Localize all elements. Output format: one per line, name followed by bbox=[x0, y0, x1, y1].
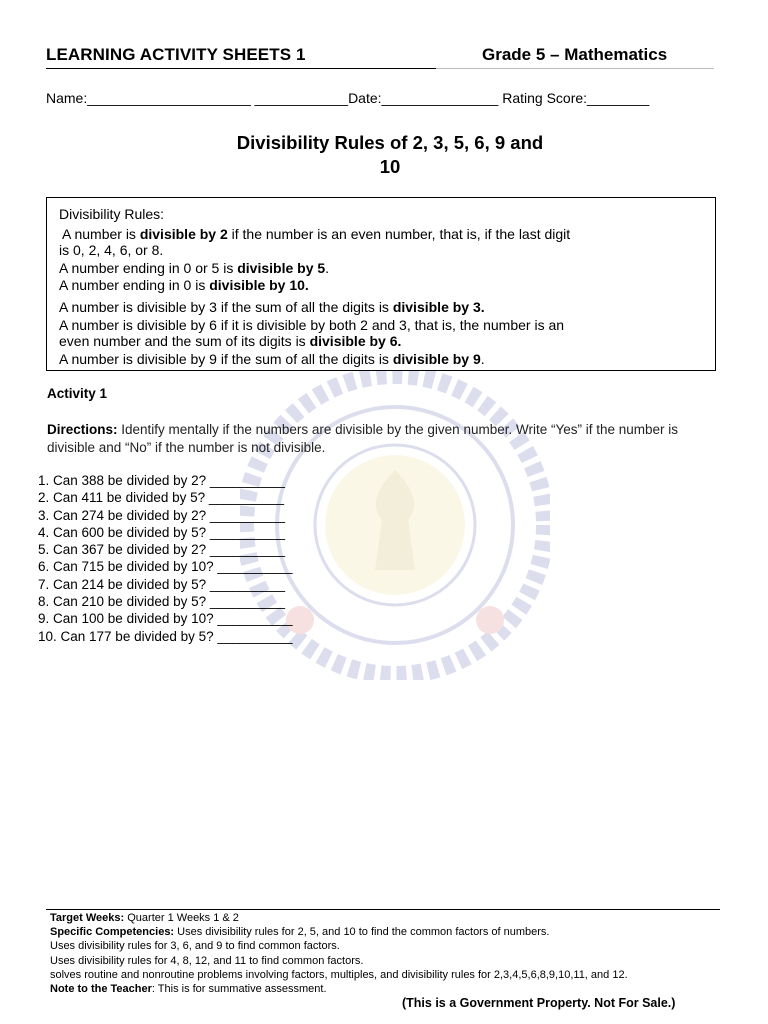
competencies-label: Specific Competencies: bbox=[50, 926, 175, 939]
question-item: 3. Can 274 be divided by 2? __________ bbox=[38, 507, 285, 523]
rules-heading: Divisibility Rules: bbox=[59, 206, 165, 222]
rule-5-text: A number ending in 0 or 5 is bbox=[59, 260, 238, 276]
property-notice: (This is a Government Property. Not For Sale.) bbox=[402, 996, 676, 1010]
question-item: 9. Can 100 be divided by 10? __________ bbox=[38, 611, 293, 627]
rule-2-text: A number is bbox=[62, 226, 140, 242]
competencies-value: Uses divisibility rules for 2, 5, and 10 to find the common factors of numbers. bbox=[174, 926, 550, 939]
header-divider bbox=[46, 68, 436, 69]
page-title-line1: Divisibility Rules of 2, 3, 5, 6, 9 and bbox=[236, 132, 544, 153]
header-divider-light bbox=[436, 68, 714, 69]
rule-6-continued bbox=[59, 333, 401, 349]
rule-3-bold: divisible by 3. bbox=[392, 299, 485, 315]
activity-title: Activity 1 bbox=[47, 386, 108, 401]
rule-3-text: A number is divisible by 3 if the sum of all the digits is bbox=[59, 299, 393, 315]
page-title bbox=[150, 131, 630, 179]
directions-text: Identify mentally if the numbers are divisible by the given number. Write “Yes” if the number is divisible and “No” if the number is not divisible. bbox=[47, 422, 679, 455]
rule-6-text: even number and the sum of its digits is bbox=[59, 333, 310, 349]
rule-6: A number is divisible by 6 if it is divisible by both 2 and 3, that is, the number is an bbox=[59, 317, 565, 333]
rule-2-bold: divisible by 2 bbox=[139, 226, 228, 242]
question-item: 5. Can 367 be divided by 2? __________ bbox=[38, 542, 285, 558]
rule-5 bbox=[59, 260, 329, 276]
question-list bbox=[38, 472, 292, 645]
rule-9 bbox=[59, 351, 485, 367]
question-item: 7. Can 214 be divided by 5? __________ bbox=[38, 576, 285, 592]
directions-label: Directions: bbox=[47, 422, 118, 437]
question-item: 1. Can 388 be divided by 2? __________ bbox=[38, 473, 285, 488]
question-item: 4. Can 600 be divided by 5? __________ bbox=[38, 524, 285, 540]
question-item: 8. Can 210 be divided by 5? __________ bbox=[38, 594, 285, 610]
sheet-title: LEARNING ACTIVITY SHEETS 1 bbox=[46, 45, 306, 64]
competency-line: Uses divisibility rules for 4, 8, 12, and 11 to find common factors. bbox=[50, 954, 364, 967]
competencies bbox=[50, 925, 628, 939]
teacher-note-label: Note to the Teacher bbox=[50, 983, 152, 996]
teacher-note bbox=[50, 982, 628, 996]
question-item: 2. Can 411 be divided by 5? __________ bbox=[38, 490, 284, 506]
rule-9-text: A number is divisible by 9 if the sum of all the digits is bbox=[59, 351, 393, 367]
rule-5-bold: divisible by 5 bbox=[237, 260, 326, 276]
rule-5-text-end: . bbox=[325, 260, 330, 276]
rule-2 bbox=[62, 226, 570, 242]
footer-notes bbox=[50, 911, 628, 996]
rule-10 bbox=[59, 277, 309, 293]
directions bbox=[47, 421, 717, 457]
rule-9-bold: divisible by 9 bbox=[392, 351, 481, 367]
rule-2-text-end: if the number is an even number, that is, if the last digit bbox=[227, 226, 571, 242]
question-item: 6. Can 715 be divided by 10? __________ bbox=[38, 559, 293, 575]
target-weeks bbox=[50, 911, 628, 925]
competency-line: Uses divisibility rules for 3, 6, and 9 to find common factors. bbox=[50, 940, 340, 953]
page-title-line2: 10 bbox=[379, 156, 401, 177]
rule-3 bbox=[59, 299, 485, 315]
rule-10-text: A number ending in 0 is bbox=[59, 277, 210, 293]
rule-10-bold: divisible by 10. bbox=[209, 277, 309, 293]
rule-6-bold: divisible by 6. bbox=[309, 333, 402, 349]
question-item: 10. Can 177 be divided by 5? __________ bbox=[38, 628, 293, 644]
target-weeks-value: Quarter 1 Weeks 1 & 2 bbox=[124, 912, 239, 924]
rule-2-continued: is 0, 2, 4, 6, or 8. bbox=[59, 242, 164, 258]
footer-divider bbox=[46, 909, 720, 910]
teacher-note-value: : This is for summative assessment. bbox=[151, 983, 327, 996]
rule-9-text-end: . bbox=[480, 351, 485, 367]
competency-line: solves routine and nonroutine problems involving factors, multiples, and divisibility rules for 2,3,4,5,6,8,9,10,11, and 12. bbox=[50, 968, 628, 981]
grade-subject: Grade 5 – Mathematics bbox=[482, 45, 668, 64]
student-info-line: Name:_____________________ ____________Date:_______________ Rating Score:________ bbox=[46, 90, 650, 106]
divisibility-rules-box bbox=[46, 197, 716, 371]
target-weeks-label: Target Weeks: bbox=[50, 912, 125, 924]
